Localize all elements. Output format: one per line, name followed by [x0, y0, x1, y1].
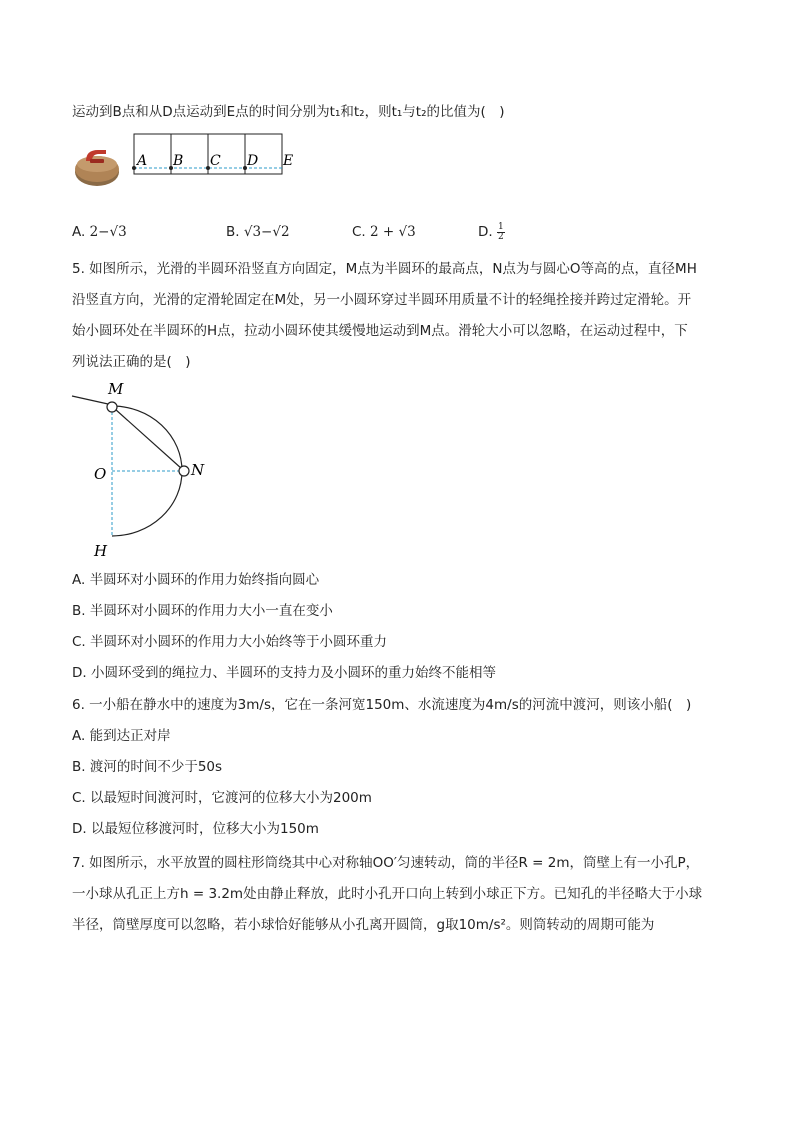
- track-label-b: B: [173, 153, 184, 169]
- fraction-numerator: 1: [497, 221, 504, 232]
- option-text: 2−√3: [89, 224, 127, 240]
- q5-option-a[interactable]: A. 半圆环对小圆环的作用力始终指向圆心: [72, 572, 320, 588]
- q5-option-d[interactable]: D. 小圆环受到的绳拉力、半圆环的支持力及小圆环的重力始终不能相等: [72, 665, 496, 681]
- q7-stem-line-1: 7. 如图所示，水平放置的圆柱形筒绕其中心对称轴OO′匀速转动，筒的半径R = 2m，筒壁上有一小孔P，: [72, 855, 700, 871]
- q6-stem: 6. 一小船在静水中的速度为3m/s，它在一条河宽150m、水流速度为4m/s的河流中渡河，则该小船( ): [72, 697, 692, 713]
- q6-option-a[interactable]: A. 能到达正对岸: [72, 728, 171, 744]
- q5-option-c[interactable]: C. 半圆环对小圆环的作用力大小始终等于小圆环重力: [72, 634, 388, 650]
- q6-option-c[interactable]: C. 以最短时间渡河时，它渡河的位移大小为200m: [72, 790, 372, 806]
- option-fraction: [497, 223, 505, 242]
- rope-left: [72, 396, 108, 404]
- option-label: C.: [352, 224, 366, 240]
- track-point: [132, 166, 136, 170]
- option-text: 2 + √3: [370, 224, 416, 240]
- q5-stem-line-3: 始小圆环处在半圆环的H点，拉动小圆环使其缓慢地运动到M点。滑轮大小可以忽略，在运动过程中，下: [72, 323, 688, 339]
- track-label-d: D: [247, 153, 259, 169]
- figure-label-m: M: [108, 380, 124, 398]
- q4-option-d[interactable]: [478, 222, 505, 242]
- q5-stem-line-1: 5. 如图所示，光滑的半圆环沿竖直方向固定，M点为半圆环的最高点，N点为与圆心O等高的点，直径MH: [72, 261, 697, 277]
- q7-stem-line-2: 一小球从孔正上方h = 3.2m处由静止释放，此时小孔开口向上转到小球正下方。已知孔的半径略大于小球: [72, 886, 703, 902]
- option-label: A.: [72, 224, 86, 240]
- figure-label-o: O: [94, 465, 107, 483]
- q6-option-d[interactable]: D. 以最短位移渡河时，位移大小为150m: [72, 821, 319, 837]
- option-label: B.: [226, 224, 240, 240]
- q4-stem-tail: 运动到B点和从D点运动到E点的时间分别为t₁和t₂，则t₁与t₂的比值为( ): [72, 104, 505, 120]
- fraction-denominator: 2: [497, 231, 504, 242]
- track-label-c: C: [210, 153, 221, 169]
- q5-stem-line-2: 沿竖直方向，光滑的定滑轮固定在M处，另一小圆环穿过半圆环用质量不计的轻绳拴接并跨过定滑轮。开: [72, 292, 692, 308]
- figure-label-h: H: [94, 542, 108, 560]
- q5-stem-line-4: 列说法正确的是( ): [72, 354, 191, 370]
- q5-semicircle-figure: [66, 376, 216, 566]
- q6-option-b[interactable]: B. 渡河的时间不少于50s: [72, 759, 223, 775]
- pulley: [107, 402, 117, 412]
- q4-option-c[interactable]: [352, 222, 416, 242]
- q4-option-b[interactable]: [226, 222, 290, 242]
- curling-stone-icon: [72, 142, 122, 188]
- q4-option-a[interactable]: [72, 222, 127, 242]
- small-ring: [179, 466, 189, 476]
- q4-track-figure: [128, 130, 308, 178]
- option-label: D.: [478, 224, 493, 240]
- rope-m-to-n: [115, 409, 182, 469]
- track-label-e: E: [283, 153, 294, 169]
- track-label-a: A: [137, 153, 148, 169]
- figure-label-n: N: [191, 461, 205, 479]
- q5-option-b[interactable]: B. 半圆环对小圆环的作用力大小一直在变小: [72, 603, 333, 619]
- q7-stem-line-3: 半径，筒壁厚度可以忽略，若小球恰好能够从小孔离开圆筒，g取10m/s²。则筒转动的周期可能为: [72, 917, 655, 933]
- option-text: √3−√2: [243, 224, 290, 240]
